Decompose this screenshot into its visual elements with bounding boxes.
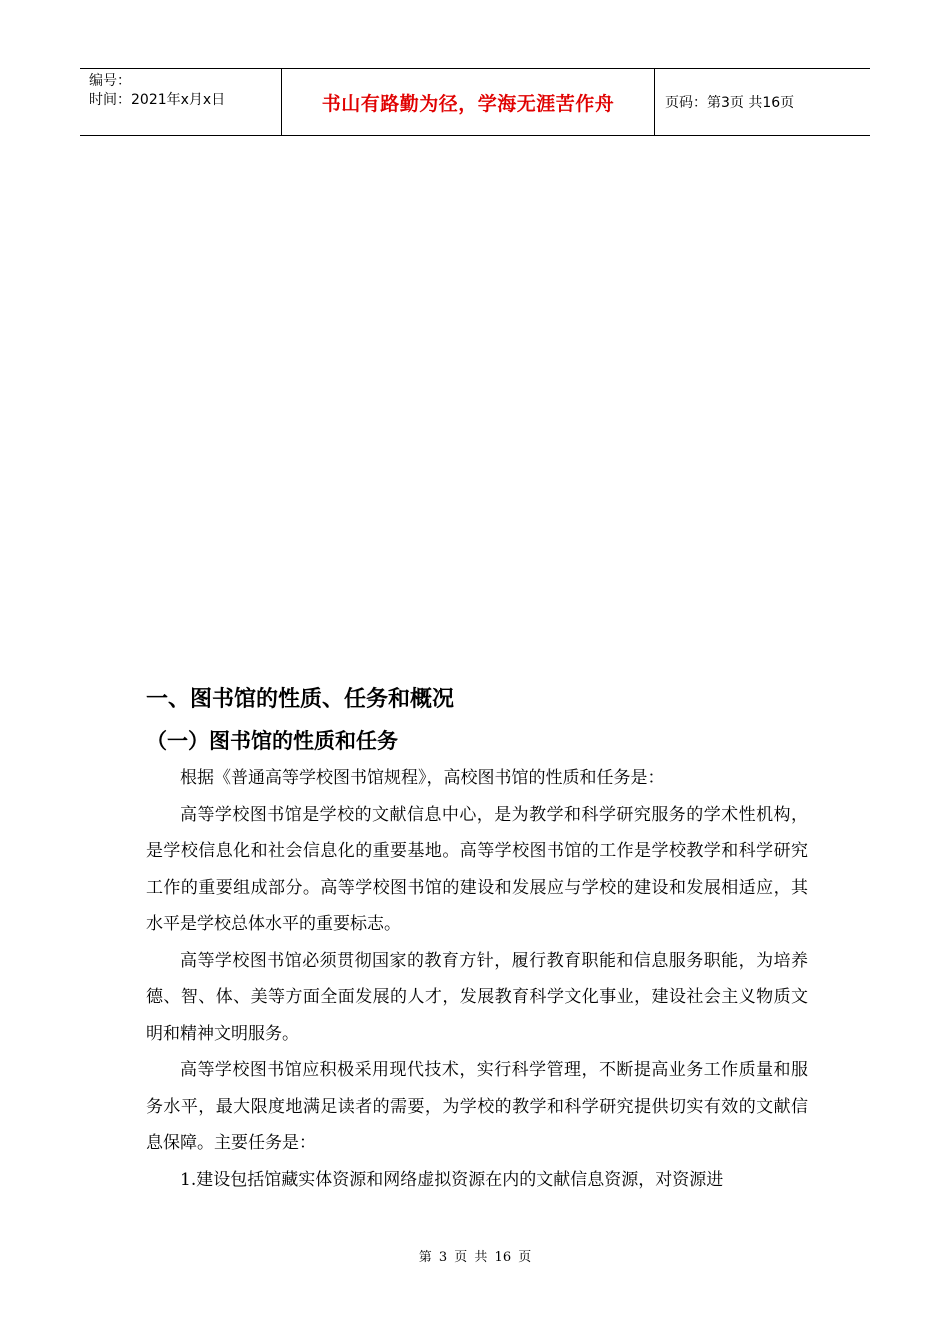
paragraph-2: 高等学校图书馆是学校的文献信息中心，是为教学和科学研究服务的学术性机构，是学校信息化和社会信息化的重要基地。高等学校图书馆的工作是学校教学和科学研究工作的重要组成部分。高等学校图书馆的建设和发展应与学校的建设和发展相适应，其水平是学校总体水平的重要标志。 [146,804,808,934]
paragraph-3: 高等学校图书馆必须贯彻国家的教育方针，履行教育职能和信息服务职能，为培养德、智、体、美等方面全面发展的人才，发展教育科学文化事业，建设社会主义物质文明和精神文明服务。 [146,950,808,1044]
paragraph-4: 高等学校图书馆应积极采用现代技术，实行科学管理，不断提高业务工作质量和服务水平，最大限度地满足读者的需要，为学校的教学和科学研究提供切实有效的文献信息保障。主要任务是： [146,1060,808,1153]
document-header [80,68,870,136]
paragraph-5: 1.建设包括馆藏实体资源和网络虚拟资源在内的文献信息资源，对资源进 [180,1169,724,1190]
paragraph-1: 根据《普通高等学校图书馆规程》，高校图书馆的性质和任务是： [180,768,665,788]
number-label: 编号： [89,73,131,89]
section-subtitle: （一）图书馆的性质和任务 [146,729,398,753]
page-footer: 第 3 页 共 16 页 [418,1250,532,1265]
section-title: 一、图书馆的性质、任务和概况 [146,687,455,712]
motto-text: 书山有路勤为径，学海无涯苦作舟 [321,92,615,115]
header-motto-cell [282,69,655,135]
time-label: 时间：2021年x月x日 [89,92,226,108]
header-meta-cell [80,69,282,135]
page-info: 页码：第3页 共16页 [665,95,795,111]
document-body [146,680,808,1198]
header-page-cell [655,69,870,135]
